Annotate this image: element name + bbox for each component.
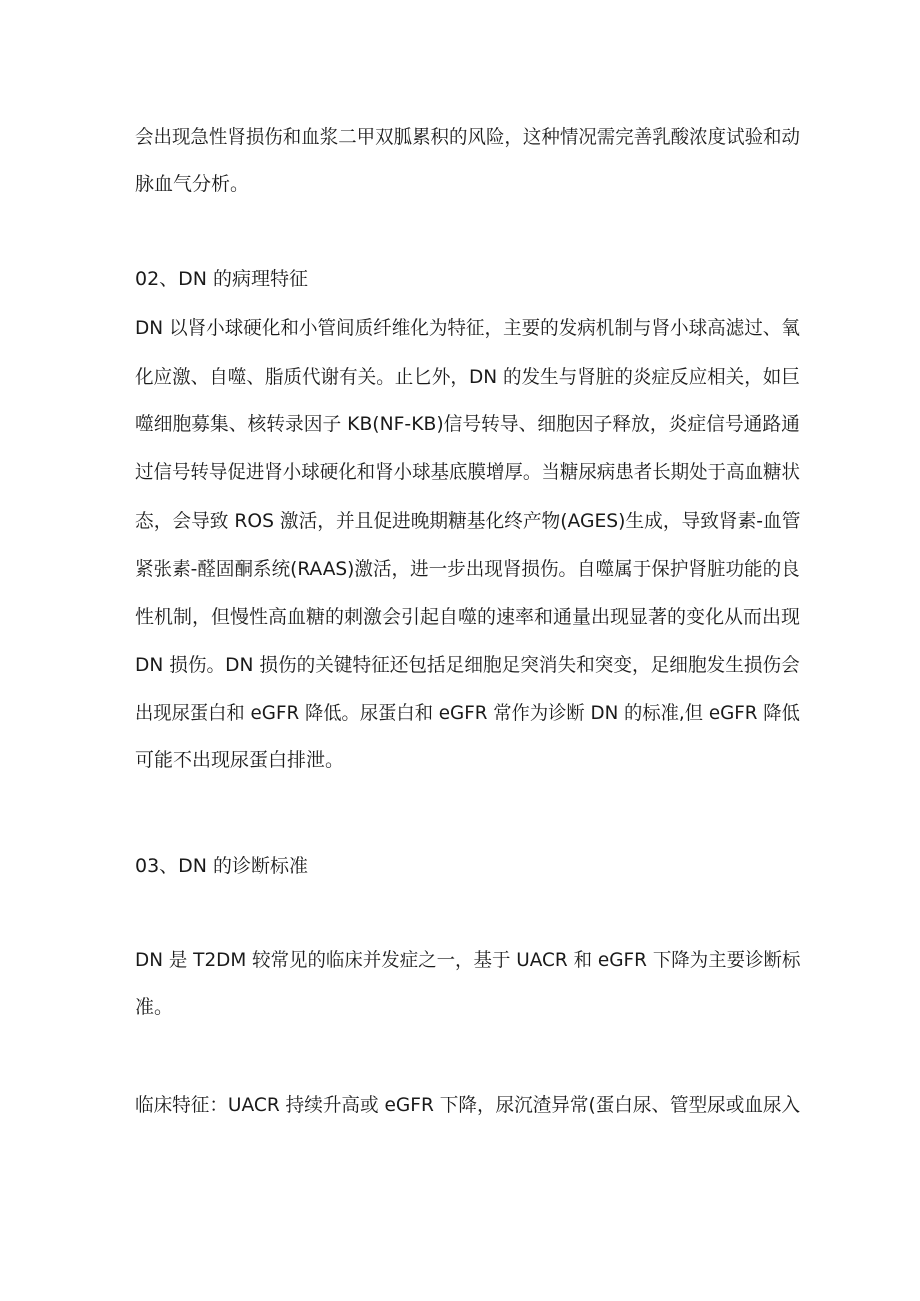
section-03-p1-line-1: DN 是 T2DM 较常见的临床并发症之一，基于 UACR 和 eGFR 下降为主要诊断标 xyxy=(135,949,801,971)
section-02-line-2: 化应激、自噬、脂质代谢有关。止匕外，DN 的发生与肾脏的炎症反应相关，如巨 xyxy=(135,366,800,388)
section-02-line-3: 噬细胞募集、核转录因子 KB(NF-KB)信号转导、细胞因子释放，炎症信号通路通 xyxy=(135,413,800,435)
section-02-line-7: 性机制，但慢性高血糖的刺激会引起自噬的速率和通量出现显著的变化从而出现 xyxy=(135,606,801,628)
intro-line-1: 会出现急性肾损伤和血浆二甲双胍累积的风险，这种情况需完善乳酸浓度试验和动 xyxy=(135,126,800,148)
section-02-line-1: DN 以肾小球硬化和小管间质纤维化为特征，主要的发病机制与肾小球高滤过、氧 xyxy=(135,317,800,339)
section-02-line-8: DN 损伤。DN 损伤的关键特征还包括足细胞足突消失和突变，足细胞发生损伤会 xyxy=(135,654,800,676)
section-02-line-4: 过信号转导促进肾小球硬化和肾小球基底膜增厚。当糖尿病患者长期处于高血糖状 xyxy=(135,461,800,483)
section-02-line-10: 可能不出现尿蛋白排泄。 xyxy=(135,749,345,771)
section-02-heading: 02、DN 的病理特征 xyxy=(135,268,309,290)
section-02-line-5: 态，会导致 ROS 激活，并且促进晚期糖基化终产物(AGES)生成，导致肾素-血管 xyxy=(135,510,801,532)
section-02-line-6: 紧张素-醛固酮系统(RAAS)激活，进一步出现肾损伤。自噬属于保护肾脏功能的良 xyxy=(135,558,800,580)
section-02-line-9: 出现尿蛋白和 eGFR 降低。尿蛋白和 eGFR 常作为诊断 DN 的标准,但 eGFR 降低 xyxy=(135,702,800,724)
section-03-p1-line-2: 准。 xyxy=(135,996,174,1018)
section-03-p2-line-1: 临床特征：UACR 持续升高或 eGFR 下降，尿沉渣异常(蛋白尿、管型尿或血尿入 xyxy=(135,1094,801,1116)
intro-line-2: 脉血气分析。 xyxy=(135,173,250,195)
section-03-heading: 03、DN 的诊断标准 xyxy=(135,855,309,877)
